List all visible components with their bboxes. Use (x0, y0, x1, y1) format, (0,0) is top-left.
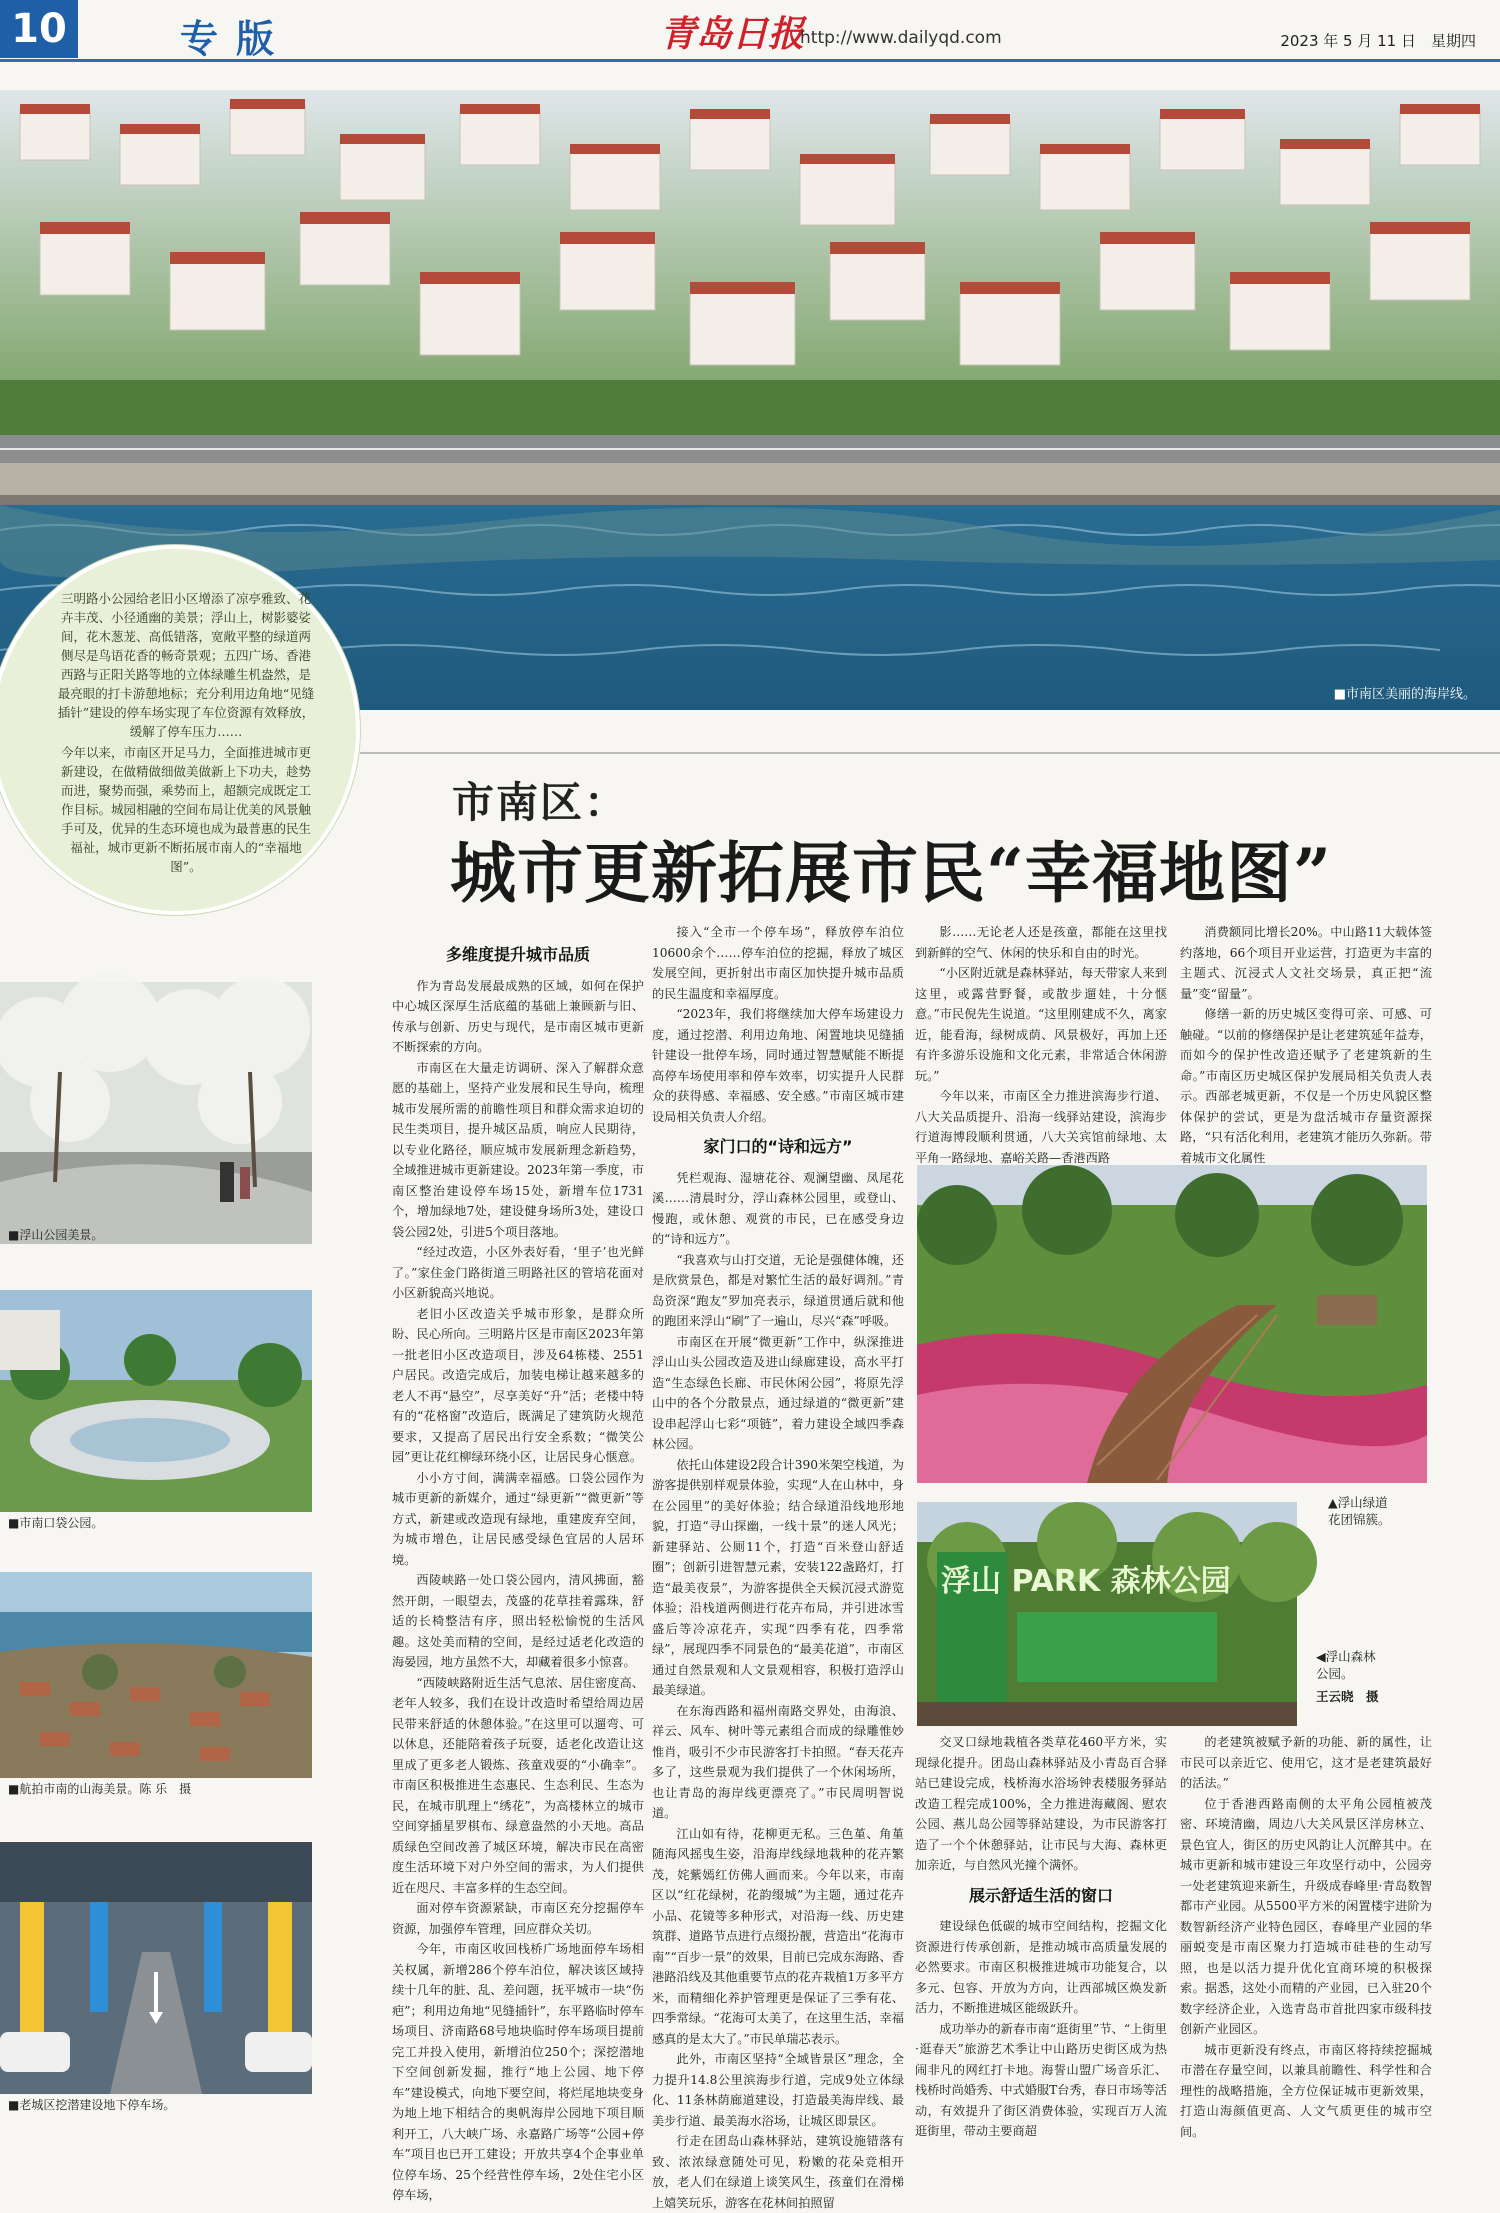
article-paragraph: 市南区在开展“微更新”工作中，纵深推进浮山山头公园改造及进山绿廊建设，高水平打造“生态绿色长廊、市民休闲公园”，将原先浮山中的各个分散景点，通过绿道的“微更新”建设串起浮山七彩“项链”，着力建设全域四季森林公园。 (652, 1334, 904, 1451)
column-text (1180, 922, 1432, 1168)
greenway-caption (1328, 1494, 1428, 1528)
article-column-4-top (1180, 922, 1432, 1165)
photo-caption: ◀浮山森林 公园。 (1316, 1649, 1376, 1681)
article-column-4-bottom (1180, 1732, 1432, 2160)
section-title: 展示舒适生活的窗口 (968, 1885, 1113, 1905)
article-paragraph: 行走在团岛山森林驿站，建筑设施错落有致、浓浓绿意随处可见，粉嫩的花朵竞相开放，老人们在绿道上谈笑风生，孩童们在滑梯上嬉笑玩乐，游客在花林间拍照留 (652, 2134, 904, 2210)
page-header (0, 0, 1500, 62)
forest-park-illustration (917, 1502, 1297, 1726)
forest-caption (1316, 1648, 1426, 1705)
photo-credit: 王云晓 摄 (1316, 1689, 1379, 1704)
article-paragraph: “2023年，我们将继续加大停车场建设力度，通过挖潜、利用边角地、闲置地块见缝插针建设一批停车场，同时通过智慧赋能不断提高停车场使用率和停车效率，切实提升人民群众的获得感、幸福感、安全感。”市南区城市建设局相关负责人介绍。 (652, 1007, 904, 1124)
lead-text (56, 589, 316, 878)
photo-forest-park (917, 1502, 1297, 1726)
article-paragraph: 修缮一新的历史城区变得可亲、可感、可触碰。“以前的修缮保护是让老建筑延年益寿，而如今的保护性改造还赋予了老建筑新的生命。”市南区历史城区保护发展局相关负责人表示。西部老城更新，不仅是一个历史风貌区整体保护的尝试，更是为盘活城市存量资源探路，“只有活化利用，老建筑才能历久弥新。带着城市文化属性 (1180, 1007, 1432, 1165)
photo-koudai-park (0, 1290, 312, 1530)
headline-kicker: 市南区： (452, 778, 629, 827)
photo-aerial (0, 1572, 312, 1796)
section-title: 家门口的“诗和远方” (703, 1137, 853, 1156)
section-title: 多维度提升城市品质 (445, 945, 590, 964)
headline: 城市更新拓展市民“幸福地图” (450, 834, 1332, 912)
article-paragraph: 小小方寸间，满满幸福感。口袋公园作为城市更新的新媒介，通过“绿更新”“微更新”等方式，新建或改造现有绿地，重建废弃空间，为城市增色，让居民感受绿色宜居的人居环境。 (392, 1470, 644, 1567)
lead-summary-circle (0, 545, 360, 915)
lead-paragraph: 今年以来，市南区开足马力，全面推进城市更新建设，在做精做细做美做新上下功夫，趁势而进，聚势而强，乘势而上，超额完成既定工作目标。城园相融的空间布局让优美的风景触手可及，优异的生态环境也成为最普惠的民生福祉，城市更新不断拓展市南人的“幸福地图”。 (60, 745, 311, 874)
article-paragraph: 城市更新没有终点，市南区将持续挖掘城市潜在存量空间，以兼具前瞻性、科学性和合理性的战略措施，全方位保证城市更新效果，打造山海颜值更高、人文气质更佳的城市空间。 (1180, 2042, 1432, 2139)
issue-date: 2023 年 5 月 11 日 星期四 (1280, 32, 1476, 50)
article-paragraph: 此外，市南区坚持“全域皆景区”理念，全力提升14.8公里滨海步行道，完成9处立体绿化、11条林荫廊道建设，打造最美海岸线、最美步行道、最美海水浴场，让城区即景区。 (652, 2052, 904, 2128)
koudai-park-illustration (0, 1290, 312, 1512)
aerial-illustration (0, 1572, 312, 1778)
article-paragraph: 影……无论老人还是孩童，都能在这里找到新鲜的空气、休闲的快乐和自由的时光。 (915, 925, 1167, 960)
photo-caption: ■市南口袋公园。 (8, 1516, 104, 1530)
article-column-2 (652, 922, 904, 2210)
page-number: 10 (0, 0, 78, 58)
article-paragraph: “经过改造，小区外表好看，‘里子’也光鲜了。”家住金门路街道三明路社区的管培花面对小区新貌高兴地说。 (392, 1245, 644, 1300)
hero-caption: ■市南区美丽的海岸线。 (1333, 687, 1476, 702)
column-text (392, 976, 644, 2206)
article-paragraph: 建设绿色低碳的城市空间结构，挖掘文化资源进行传承创新，是推动城市高质量发展的必然要求。市南区积极推进城市功能复合，以多元、包容、开放为方向，让西部城区焕发新活力，不断推进城区能级跃升。 (915, 1919, 1167, 2015)
photo-caption: ▲浮山绿道 花团锦簇。 (1328, 1495, 1391, 1527)
photo-caption: ■老城区挖潜建设地下停车场。 (8, 2098, 176, 2112)
article-paragraph: 老旧小区改造关乎城市形象，是群众所盼、民心所向。三明路片区是市南区2023年第一批老旧小区改造项目，涉及64栋楼、2551户居民。改造完成后，加装电梯让越来越多的老人不再“悬空”，尽享美好“升”活；老楼中特有的“花格窗”改造后，既满足了建筑防火规范要求，又提高了居民出行安全系数；“微笑公园”更让花红柳绿环绕小区，让居民身心惬意。 (392, 1306, 644, 1464)
article-paragraph: 市南区在大量走访调研、深入了解群众意愿的基础上，坚持产业发展和民生导向，梳理城市发展所需的前瞻性项目和群众需求迫切的民生类项目，提升城区品质，响应人民期待，以专业化路径，顺应城市发展新理念新趋势，全域推进城市更新建设。2023年第一季度，市南区整治建设停车场15处，新增车位1731个，增加绿地7处，建设健身场所3处，建设口袋公园2处，引进5个项目落地。 (392, 1060, 644, 1239)
section-name: 专版 (180, 16, 293, 61)
article-paragraph: “小区附近就是森林驿站，每天带家人来到这里，或露营野餐，或散步遛娃，十分惬意。”市民倪先生说道。“这里刚建成不久，离家近，能看海，绿树成荫、风景极好，再加上还有许多游乐设施和文化元素，非常适合休闲游玩。” (915, 966, 1167, 1083)
lead-paragraph: 三明路小公园给老旧小区增添了凉亭雅致、花卉丰茂、小径通幽的美景；浮山上，树影婆娑间，花木葱茏、高低错落，宽敞平整的绿道两侧尽是鸟语花香的畅奇景观；五四广场、香港西路与正阳关路等地的立体绿雕生机盎然，是最亮眼的打卡游憩地标；充分利用边角地“见缝插针”建设的停车场实现了车位资源有效释放，缓解了停车压力…… (57, 591, 315, 739)
article-paragraph: 面对停车资源紧缺，市南区充分挖掘停车资源，加强停车管理，回应群众关切。 (392, 1901, 644, 1936)
parking-illustration (0, 1842, 312, 2094)
article-paragraph: 消费额同比增长20%。中山路11大载体签约落地，66个项目开业运营，打造更为丰富的主题式、沉浸式人文社交场景，真正把“流量”变“留量”。 (1180, 925, 1432, 1001)
article-paragraph: 在东海西路和福州南路交界处，由海浪、祥云、风车、树叶等元素组合而成的绿雕惟妙惟肖，吸引不少市民游客打卡拍照。“春天花卉多了，这些景观为我们提供了一个休闲场所，也让青岛的海岸线更漂亮了。”市民周明智说道。 (652, 1703, 904, 1820)
article-paragraph: 江山如有待，花柳更无私。三色堇、角堇随海风摇曳生姿，沿海岸线绿地栽种的花卉繁茂，姹紫嫣红仿佛人画而来。今年以来，市南区以“红花绿树，花韵缀城”为主题，通过花卉小品、花镜等多种形式，对沿海一线、历史建筑群、道路节点进行点缀扮靓，营造出“花海市南”“百步一景”的效果，目前已完成东海路、香港路沿线及其他重要节点的花卉栽植1万多平方米，而精细化养护管理更是保证了三季有花、四季常绿。“花海可太美了，在这里生活，幸福感真的是太大了。”市民单瑞芯表示。 (652, 1826, 904, 2046)
article-paragraph: 成功举办的新春市南“逛街里”节、“上街里·逛春天”旅游艺术季让中山路历史街区成为热闹非凡的网红打卡地。海誓山盟广场音乐汇、栈桥时尚婚秀、中式婚服T台秀，春日市场等活动，有效提升了街区消费体验，实现百万人流逛街里，带动主要商超 (915, 2021, 1167, 2138)
article-paragraph: 凭栏观海、湿塘花谷、观澜望幽、凤尾花溪……清晨时分，浮山森林公园里，或登山、慢跑，或休憩、观赏的市民，已在感受身边的“诗和远方”。 (652, 1170, 904, 1246)
article-paragraph: 交叉口绿地栽植各类草花460平方米，实现绿化提升。团岛山森林驿站及小青岛百合驿站已建设完成，栈桥海水浴场钟表楼服务驿站改造工程完成100%，全力推进海藏阁、慰农公园、燕儿岛公园等驿站建设，为市民游客打造了一个个休憩驿站，让市民与大海、森林更加亲近，与自然风光撞个满怀。 (915, 1735, 1167, 1872)
article-paragraph: 依托山体建设2段合计390米架空栈道，为游客提供别样观景体验，实现“人在山林中，身在公园里”的美好体验；结合绿道沿线地形地貌，打造“寻山探幽，一线十景”的迷人风光；新建驿站、公厕11个，打造“百米登山舒适圈”；创新引进智慧元素，安装122盏路灯，打造“最美夜景”，为游客提供全天候沉浸式游览体验；沿栈道两侧进行花卉布局，并引进冰雪盛后等冷凉花卉，实现“四季有花，四季常绿”，展现四季不同景色的“最美花道”，市南区通过自然景观和人文景观相容，积极打造浮山最美绿道。 (652, 1457, 904, 1697)
park-sign-text: 浮山 PARK 森林公园 (941, 1564, 1231, 1599)
article-paragraph: 今年，市南区收回栈桥广场地面停车场相关权属，新增286个停车泊位，解决该区域持续十几年的脏、乱、差问题，抚平城市一块“伤疤”；利用边角地“见缝插针”，东平路临时停车场项目、济南路68号地块临时停车场项目提前完工并投入使用，新增泊位250个；深挖潜地下空间创新发掘，推行“地上公园、地下停车”建设模式，向地下要空间，将烂尾地块变身为地上地下相结合的奥帆海岸公园地下项目顺利开工，八大峡广场、永嘉路广场等“公园+停车”项目也已开工建设；开放共享4个企事业单位停车场、25个经营性停车场，2处住宅小区停车场， (392, 1942, 644, 2202)
greenway-illustration (917, 1165, 1427, 1483)
article-paragraph: “西陵峡路附近生活气息浓、居住密度高、老年人较多，我们在设计改造时希望给周边居民带来舒适的休憩体验。”在这里可以遛弯、可以休息，还能陪着孩子玩耍，适老化改造让这里成了更多老人锻炼、孩童戏耍的“小确幸”。市南区积极推进生态惠民、生态利民、生态为民，在城市肌理上“绣花”，为高楼林立的城市空间穿插星罗棋布、绿意盎然的小天地。高品质绿色空间改善了城区环境，解决市民在高密度生活环境下对户外空间的需求，为人们提供近在咫尺、丰富多样的生态空间。 (392, 1675, 644, 1895)
article-paragraph: 今年以来，市南区全力推进滨海步行道、八大关品质提升、沿海一线驿站建设，滨海步行道海博段顺利贯通，八大关宾馆前绿地、太平角一路绿地、嘉峪关路—香港西路 (915, 1089, 1167, 1165)
photo-caption: ■航拍市南的山海美景。陈 乐 摄 (8, 1782, 192, 1796)
column-text (652, 922, 904, 2213)
photo-fushan-park (0, 982, 312, 1244)
column-text (1180, 1732, 1432, 2142)
photo-greenway (917, 1165, 1427, 1483)
article-paragraph: 作为青岛发展最成熟的区域，如何在保护中心城区深厚生活底蕴的基础上兼顾新与旧、传承与创新、历史与现代，是市南区城市更新不断探索的方向。 (392, 978, 644, 1054)
article-paragraph: 位于香港西路南侧的太平角公园植被茂密、环境清幽，周边八大关风景区洋房林立、景色宜人，街区的历史风韵让人沉醉其中。在城市更新和城市建设三年攻坚行动中，公园旁一处老建筑迎来新生，升级成春峰里·青岛数智都市产业园。从5500平方米的闲置楼宇进阶为数智新经济产业特色园区，春峰里产业园的华丽蜕变是市南区聚力打造城市硅巷的生动写照，也是以活力提升优化宜商环境的积极探索。据悉，这处小而精的产业园，已入驻20个数字经济企业，入选青岛市首批四家市级科技创新产业园区。 (1180, 1796, 1432, 2036)
article-paragraph: 的老建筑被赋予新的功能、新的属性，让市民可以亲近它、使用它，这才是老建筑最好的活法。” (1180, 1735, 1432, 1790)
photo-parking (0, 1842, 312, 2112)
masthead-logo: 青岛日报 (660, 13, 805, 55)
site-url[interactable]: http://www.dailyqd.com (800, 28, 1002, 48)
title-divider (360, 752, 1500, 754)
article-paragraph: 接入“全市一个停车场”，释放停车泊位10600余个……停车泊位的挖掘，释放了城区发展空间，更折射出市南区加快提升城市品质的民生温度和幸福厚度。 (652, 925, 904, 1001)
photo-caption: ■浮山公园美景。 (8, 1228, 104, 1242)
column-text (915, 1732, 1167, 2142)
article-paragraph: 西陵峡路一处口袋公园内，清风拂面，豁然开朗，一眼望去，茂盛的花草挂着露珠，舒适的长椅整洁有序，照出轻松愉悦的生活风趣。这处美而精的空间，是经过适老化改造的海晏园，地方虽然不大，却藏着很多小惊喜。 (392, 1573, 644, 1669)
column-text (915, 922, 1167, 1168)
article-paragraph: “我喜欢与山打交道，无论是强健体魄，还是欣赏景色，都是对繁忙生活的最好调剂。”青岛资深“跑友”罗加亮表示，绿道贯通后就和他的跑团来浮山“刷”了一遍山，尽兴“森”呼吸。 (652, 1252, 904, 1328)
article-column-3-bottom (915, 1732, 1167, 2160)
article-column-1 (392, 935, 644, 2202)
article-column-3-top (915, 922, 1167, 1165)
fushan-park-illustration (0, 982, 312, 1244)
